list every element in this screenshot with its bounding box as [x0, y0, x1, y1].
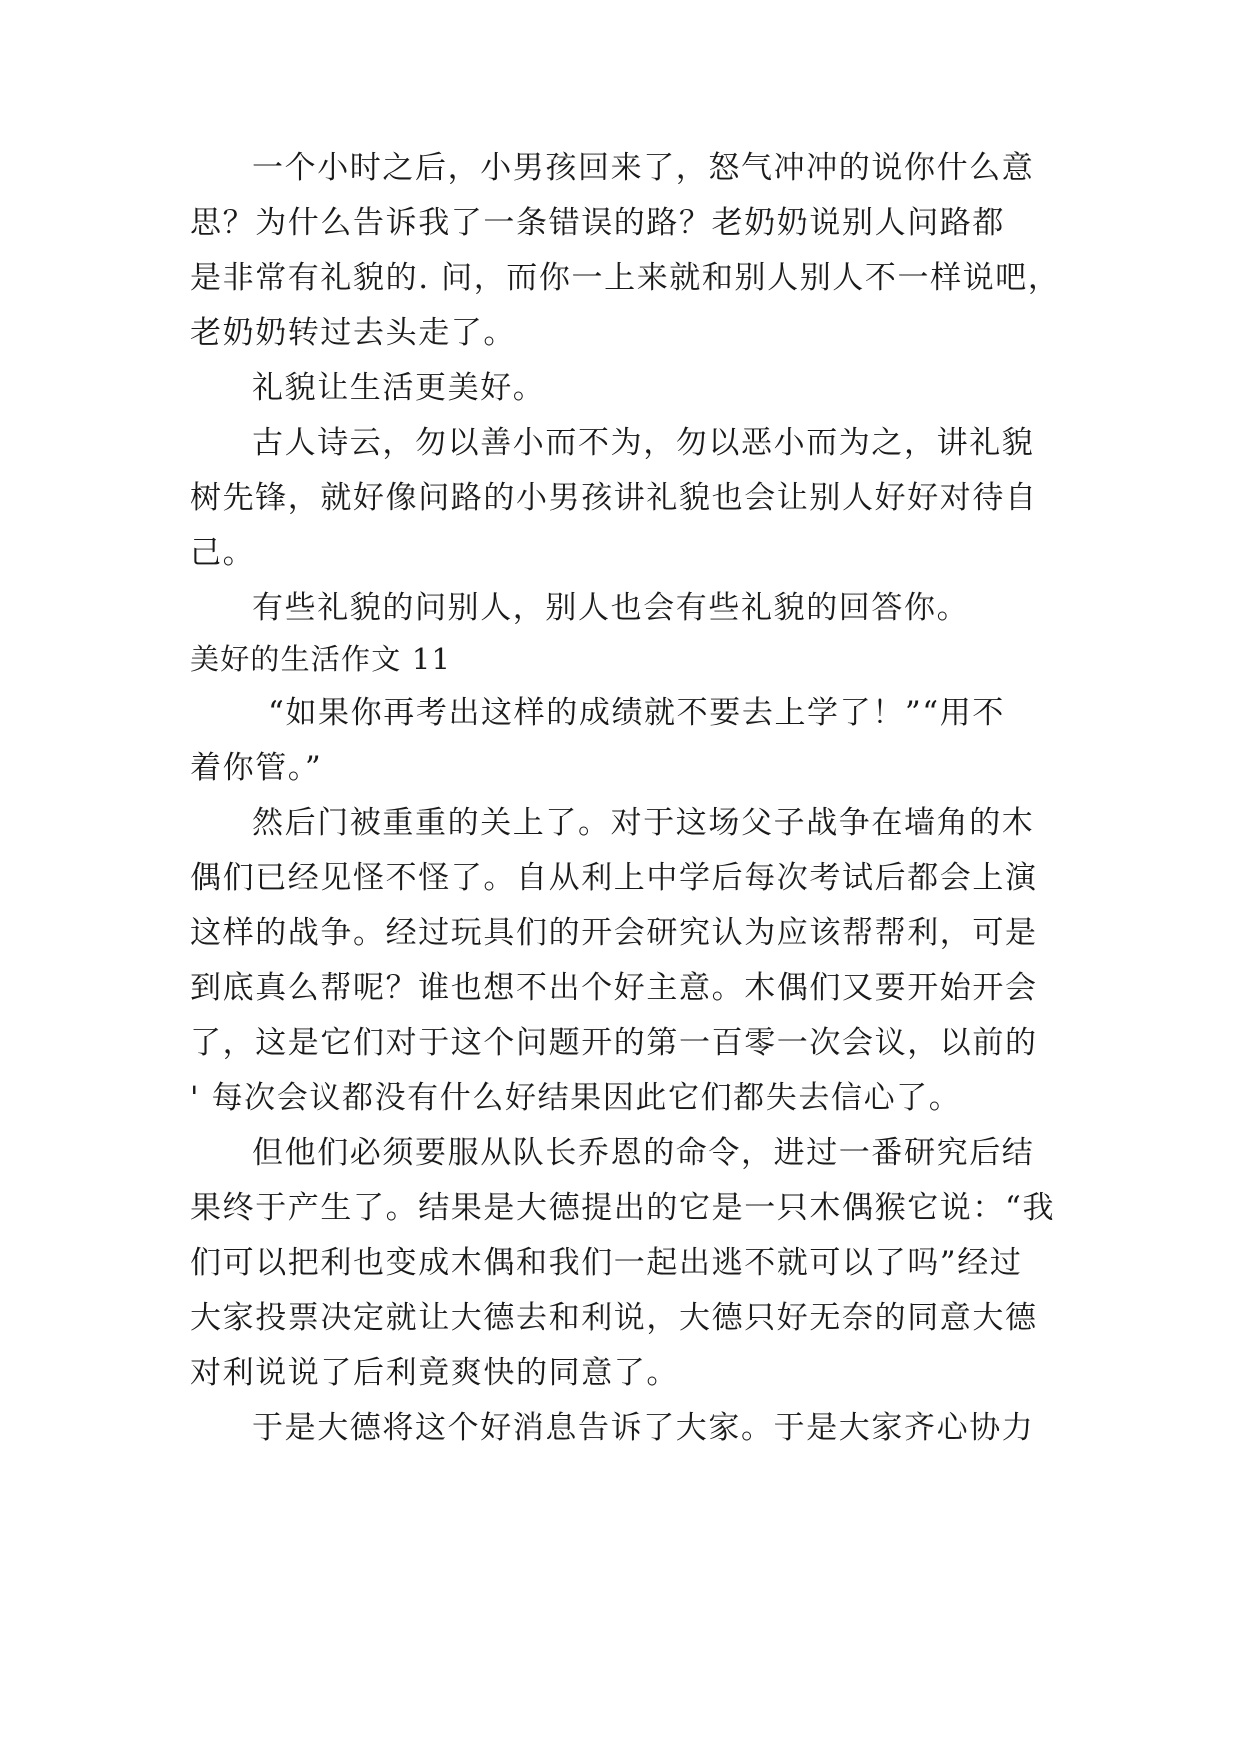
text-line: 己。	[190, 535, 256, 571]
text-line: 是非常有礼貌的. 问，而你一上来就和别人别人不一样说吧，	[190, 260, 1061, 296]
text-line: 于是大德将这个好消息告诉了大家。于是大家齐心协力	[252, 1410, 1035, 1446]
text-line: 一个小时之后，小男孩回来了，怒气冲冲的说你什么意	[252, 150, 1035, 186]
text-line: 树先锋，就好像问路的小男孩讲礼貌也会让别人好好对待自	[190, 480, 1038, 516]
text-line: 古人诗云，勿以善小而不为，勿以恶小而为之，讲礼貌	[252, 425, 1035, 461]
text-line: 礼貌让生活更美好。	[252, 370, 546, 406]
section-heading: 美好的生活作文 11	[190, 642, 452, 676]
text-line: 老奶奶转过去头走了。	[190, 315, 516, 351]
text-line: 偶们已经见怪不怪了。自从利上中学后每次考试后都会上演	[190, 860, 1038, 896]
text-line: 大家投票决定就让大德去和利说，大德只好无奈的同意大德	[190, 1300, 1038, 1336]
text-line: 有些礼貌的问别人，别人也会有些礼貌的回答你。	[252, 590, 970, 626]
text-line: 到底真么帮呢？谁也想不出个好主意。木偶们又要开始开会	[190, 970, 1038, 1006]
text-line: 然后门被重重的关上了。对于这场父子战争在墙角的木	[252, 805, 1035, 841]
text-line: 对利说说了后利竟爽快的同意了。	[190, 1355, 679, 1391]
text-line: “如果你再考出这样的成绩就不要去上学了！”“用不	[268, 695, 1005, 731]
text-line: 们可以把利也变成木偶和我们一起出逃不就可以了吗”经过	[190, 1245, 1023, 1281]
text-line: 果终于产生了。结果是大德提出的它是一只木偶猴它说：“我	[190, 1190, 1056, 1226]
text-line: 思？为什么告诉我了一条错误的路？老奶奶说别人问路都	[190, 205, 1005, 241]
text-line: 了，这是它们对于这个问题开的第一百零一次会议，以前的	[190, 1025, 1038, 1061]
text-line: 着你管。”	[190, 750, 323, 786]
text-line: ' 每次会议都没有什么好结果因此它们都失去信心了。	[190, 1080, 962, 1116]
text-line: 这样的战争。经过玩具们的开会研究认为应该帮帮利，可是	[190, 915, 1038, 951]
text-line: 但他们必须要服从队长乔恩的命令，进过一番研究后结	[252, 1135, 1035, 1171]
